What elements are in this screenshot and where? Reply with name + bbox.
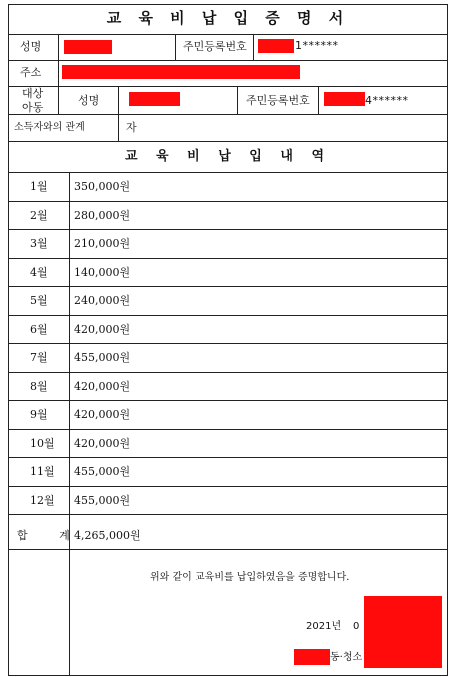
- payment-month: 8월: [30, 379, 48, 393]
- rule: [8, 514, 448, 515]
- address-label: 주소: [20, 66, 42, 79]
- payment-amount: 455,000원: [74, 493, 131, 507]
- rule: [8, 34, 448, 35]
- payment-month: 5월: [30, 294, 48, 307]
- rule: [8, 86, 448, 87]
- payment-month: 3월: [30, 237, 48, 250]
- rule: [8, 229, 448, 230]
- rule: [58, 34, 59, 114]
- rrn-label: 주민등록번호: [183, 40, 247, 53]
- redacted-address: [62, 65, 300, 79]
- issuer-partial: 동·청소: [330, 652, 363, 663]
- rule: [8, 172, 448, 173]
- payment-month: 2월: [30, 208, 48, 222]
- redacted-child-rrn: [324, 92, 365, 106]
- payment-month: 1월: [30, 180, 48, 193]
- rule: [8, 486, 448, 487]
- border-right: [447, 4, 448, 676]
- rule: [253, 34, 254, 60]
- rule: [318, 86, 319, 114]
- redacted-issuer-name: [294, 649, 330, 665]
- target-label-2: 아동: [22, 101, 44, 114]
- payment-amount: 210,000원: [74, 237, 131, 250]
- rrn-suffix: 1******: [295, 39, 339, 52]
- payment-amount: 455,000원: [74, 465, 131, 478]
- rule: [8, 286, 448, 287]
- payment-amount: 280,000원: [74, 208, 131, 222]
- rule: [237, 86, 238, 114]
- issue-date-partial: 0: [353, 621, 360, 632]
- payment-amount: 420,000원: [74, 408, 131, 421]
- payment-amount: 420,000원: [74, 379, 131, 393]
- name-label: 성명: [20, 40, 42, 53]
- payment-month: 9월: [30, 408, 48, 421]
- rule: [8, 429, 448, 430]
- payment-month: 7월: [30, 351, 48, 364]
- rule: [8, 400, 448, 401]
- payment-month: 6월: [30, 322, 48, 336]
- issue-date-year: 2021년: [306, 621, 342, 632]
- total-label: 합 계: [17, 529, 84, 542]
- border-left: [8, 4, 9, 676]
- payment-amount: 350,000원: [74, 180, 131, 193]
- rule: [8, 549, 448, 550]
- rule: [175, 34, 176, 60]
- redacted-rrn: [258, 39, 294, 53]
- rule: [8, 372, 448, 373]
- border-bottom: [8, 675, 448, 676]
- rule: [8, 457, 448, 458]
- child-name-label: 성명: [78, 94, 100, 107]
- payment-month: 4월: [30, 265, 48, 279]
- target-label-1: 대상: [22, 87, 44, 100]
- rule: [8, 141, 448, 142]
- rule: [8, 60, 448, 61]
- rule: [8, 201, 448, 202]
- certificate-page: [8, 4, 448, 676]
- total-amount: 4,265,000원: [74, 529, 141, 542]
- document-title: 교 육 비 납 입 증 명 서: [106, 9, 350, 27]
- redacted-stamp: [364, 596, 442, 668]
- rule: [8, 114, 448, 115]
- rule: [69, 172, 70, 675]
- certification-text: 위와 같이 교육비를 납입하였음을 증명합니다.: [150, 572, 350, 583]
- child-rrn-label: 주민등록번호: [246, 94, 310, 107]
- payment-amount: 140,000원: [74, 265, 131, 279]
- payment-month: 11월: [30, 465, 55, 478]
- redacted-name: [64, 40, 112, 54]
- payment-month: 10월: [30, 436, 55, 450]
- payments-title: 교 육 비 납 입 내 역: [124, 149, 332, 164]
- payment-amount: 240,000원: [74, 294, 131, 307]
- rule: [8, 343, 448, 344]
- payment-amount: 455,000원: [74, 351, 131, 364]
- payment-amount: 420,000원: [74, 436, 131, 450]
- rule: [8, 258, 448, 259]
- child-rrn-suffix: 4******: [365, 94, 409, 107]
- redacted-child-name: [129, 92, 180, 106]
- border-top: [8, 4, 448, 5]
- relation-value: 자: [126, 121, 137, 134]
- rule: [118, 86, 119, 141]
- payment-amount: 420,000원: [74, 322, 131, 336]
- rule: [8, 315, 448, 316]
- relation-label: 소득자와의 관계: [14, 122, 85, 133]
- payment-month: 12월: [30, 493, 55, 507]
